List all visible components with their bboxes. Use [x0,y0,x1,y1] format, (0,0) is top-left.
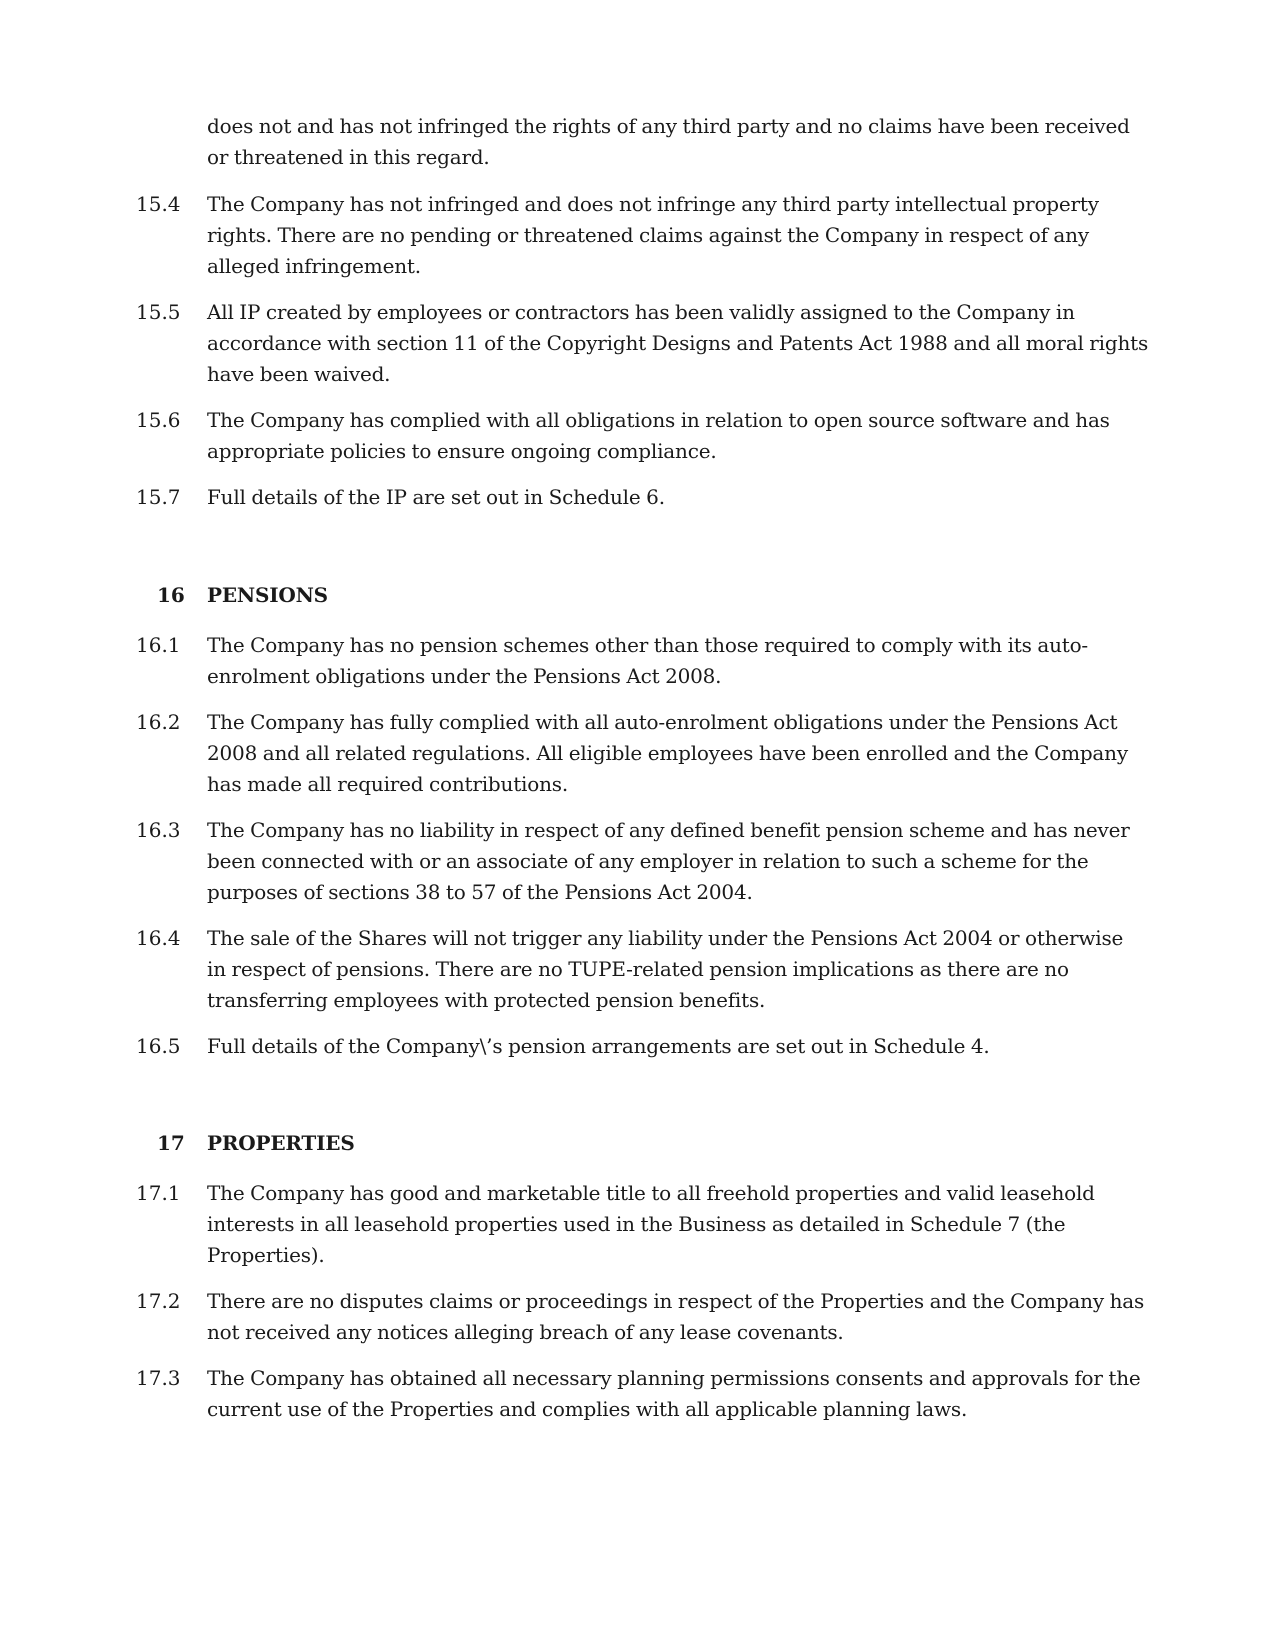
clause-line: accordance with section 11 of the Copyright Designs and Patents Act 1988 and all moral rights [207,331,1149,355]
clause-line: been connected with or an associate of any employer in relation to such a scheme for the [207,849,1089,873]
clause-line: enrolment obligations under the Pensions Act 2008. [207,664,722,688]
clause-line: has made all required contributions. [207,772,568,796]
clause-line: Properties). [207,1243,325,1267]
section-title: PENSIONS [207,583,328,607]
clause-number: 15.5 [136,300,181,324]
clause-line: There are no disputes claims or proceedings in respect of the Properties and the Company has [207,1289,1145,1313]
section-number: 17 [157,1131,185,1155]
clause-line: alleged infringement. [207,254,421,278]
clause-number: 17.1 [136,1181,181,1205]
clause-line: not received any notices alleging breach of any lease covenants. [207,1320,844,1344]
clause-number: 16.1 [136,633,181,657]
section-number: 16 [157,583,185,607]
clause-line: appropriate policies to ensure ongoing compliance. [207,439,717,463]
clause-line: The Company has obtained all necessary planning permissions consents and approvals for the [207,1366,1141,1390]
clause-number: 15.4 [136,192,181,216]
clause-line: Full details of the IP are set out in Schedule 6. [207,485,665,509]
clause-number: 16.2 [136,710,181,734]
clause-line: rights. There are no pending or threatened claims against the Company in respect of any [207,223,1089,247]
clause-line: in respect of pensions. There are no TUPE-related pension implications as there are no [207,957,1069,981]
clause-line: or threatened in this regard. [207,145,490,169]
clause-number: 16.4 [136,926,181,950]
clause-line: Full details of the Company\’s pension arrangements are set out in Schedule 4. [207,1034,990,1058]
clause-line: interests in all leasehold properties used in the Business as detailed in Schedule 7 (the [207,1212,1066,1236]
clause-line: The Company has fully complied with all auto-enrolment obligations under the Pensions Act [207,710,1118,734]
clause-line: have been waived. [207,362,391,386]
clause-line: does not and has not infringed the rights of any third party and no claims have been received [207,114,1130,138]
clause-number: 15.6 [136,408,181,432]
clause-line: The Company has complied with all obligations in relation to open source software and has [207,408,1110,432]
clause-line: transferring employees with protected pension benefits. [207,988,766,1012]
clause-line: 2008 and all related regulations. All eligible employees have been enrolled and the Company [207,741,1128,765]
clause-line: The Company has no liability in respect of any defined benefit pension scheme and has never [207,818,1130,842]
clause-line: The sale of the Shares will not trigger any liability under the Pensions Act 2004 or otherwise [207,926,1124,950]
clause-line: current use of the Properties and complies with all applicable planning laws. [207,1397,968,1421]
clause-line: The Company has no pension schemes other than those required to comply with its auto- [207,633,1088,657]
clause-number: 17.2 [136,1289,181,1313]
clause-line: All IP created by employees or contractors has been validly assigned to the Company in [207,300,1075,324]
clause-line: purposes of sections 38 to 57 of the Pensions Act 2004. [207,880,753,904]
clause-line: The Company has good and marketable title to all freehold properties and valid leasehold [207,1181,1095,1205]
clause-number: 17.3 [136,1366,181,1390]
clause-number: 16.5 [136,1034,181,1058]
clause-number: 15.7 [136,485,181,509]
clause-number: 16.3 [136,818,181,842]
clause-line: The Company has not infringed and does not infringe any third party intellectual property [207,192,1099,216]
section-title: PROPERTIES [207,1131,355,1155]
